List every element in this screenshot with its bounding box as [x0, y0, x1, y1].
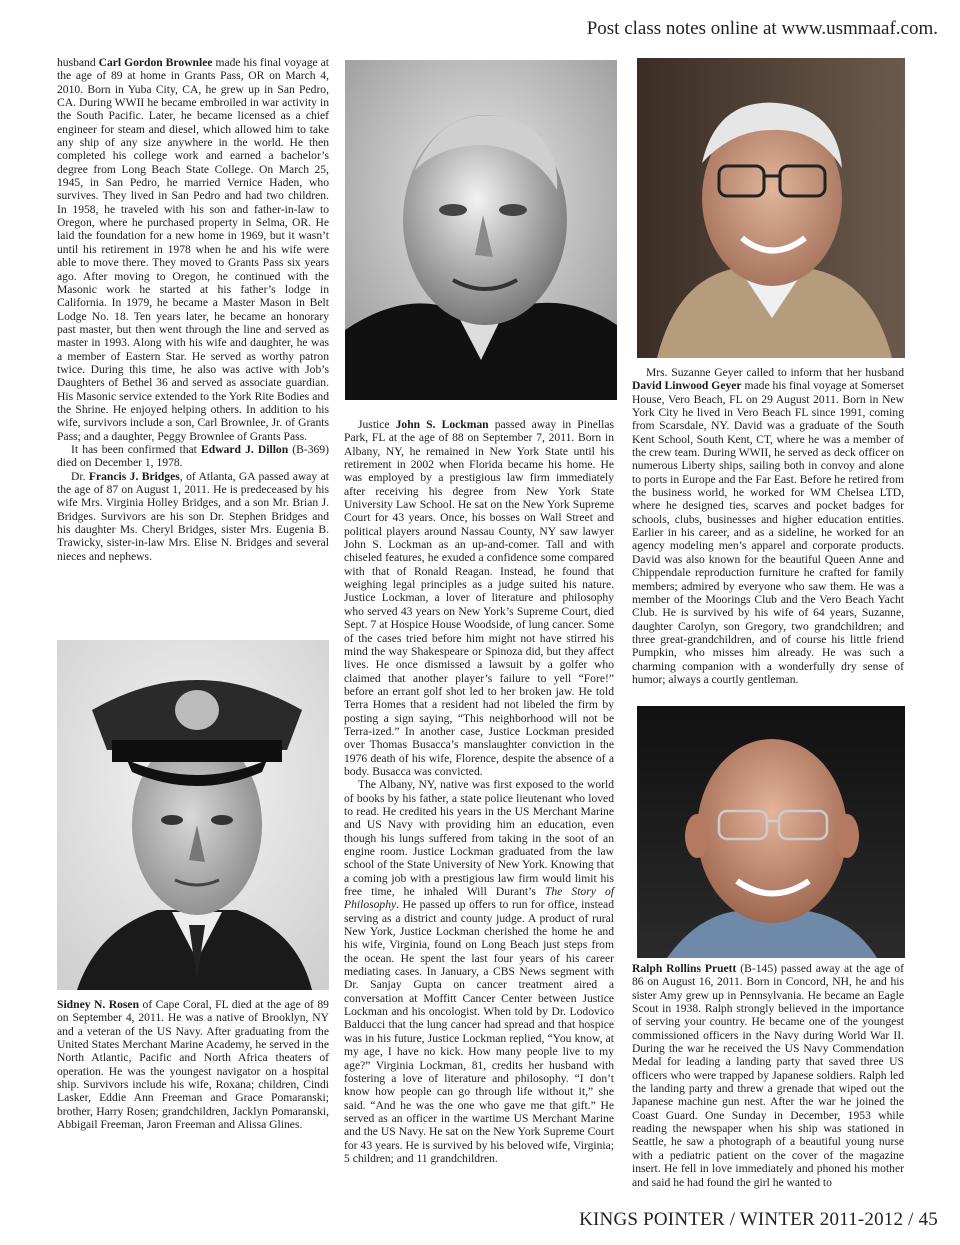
obituary-dillon: It has been confirmed that Edward J. Dillon (B-369) died on December 1, 1978.	[57, 442, 330, 470]
obituary-brownlee: husband Carl Gordon Brownlee made his final voyage at the age of 89 at home in Grants Pass, OR on March 4, 2010. Born in Yuba City, CA, he grew up in San Pedro, CA. During WWII he became embroiled in war activity in the South Pacific. Later, he became licensed as a chief engineer for steam and diesel, which allowed him to take any ship of any size anywhere in the world. He then completed his college work and earned a bachelor’s degree from Long Beach State College. On March 25, 1945, in San Pedro, he married Vernice Haden, who survives. They lived in San Pedro and had two children. In 1958, he traveled with his son and father-in-law to Oregon, where he purchased property in Selma, OR. He laid the foundation for a new home in 1969, but it wasn’t until his retirement in 1978 when he and his wife were able to move there. They moved to Grants Pass six years ago. After moving to Oregon, he continued with the Masonic work he started at his father’s lodge in California. In 1979, he became a Master Mason in Belt Lodge No. 18. Ten years later, he became an honorary past master, but then went through the line and served as master in 1993. Along with his wife and daughter, he was a member of Eastern Star. He served as worthy patron twice. During this time, he also was active with Job’s Daughters of Bethel 36 and served as associate guardian. His Masonic service extended to the York Rite Bodies and the Shrine. He enjoyed helping others. In addition to his wife, survivors include a son, Carl Brownlee, Jr. of Grants Pass; and a daughter, Peggy Brownlee of Grants Pass.	[57, 56, 329, 443]
name-brownlee: Carl Gordon Brownlee	[98, 56, 213, 69]
name-dillon: Edward J. Dillon	[201, 442, 289, 456]
obituary-pruett: Ralph Rollins Pruett (B-145) passed away at the age of 86 on August 16, 2011. Born in Concord, NH, he and his sister Amy grew up in Pennsylvania. He became an Eagle Scout in 1938. Ralph strongly believed in the importance of serving your country. He became one of the youngest commissioned officers in the Navy during World War II. During the war he received the US Navy Commendation Medal for leading a landing party that saved three US officers who were trapped by Japanese soldiers. Ralph led the landing party and threw a grenade that wiped out the Japanese machine gun nest. After the war he joined the Coast Guard. One Sunday in December, 1953 while reading the newspaper when his ship was stationed in Seattle, he saw a photograph of a beautiful young nurse with a pediatric patient on the cover of the magazine insert. He fell in love immediately and phoned his mother and said he had found the girl he wanted to	[632, 962, 904, 1189]
obituary-bridges: Dr. Francis J. Bridges, of Atlanta, GA passed away at the age of 87 on August 1, 2011. He is predeceased by his wife Mrs. Virginia Holley Bridges, and a son Mr. Brian J. Bridges. Survivors are his son Dr. Stephen Bridges and his daughter Ms. Cheryl Bridges, sister Mrs. Eugenia B. Trawicky, sister-in-law Mrs. Elise N. Bridges and several nieces and nephews.	[57, 469, 329, 563]
obituary-lockman: Justice John S. Lockman passed away in Pinellas Park, FL at the age of 88 on September 7, 2011. Born in Albany, NY, he remained in New York State until his retirement in 2002 when Florida became his home. He was employed by a prestigious law firm immediately after receiving his degree from New York State University Law School. He sat on the New York Supreme Court for 43 years. Once, his bosses on Wall Street and political players around Nassau County, NY saw lawyer John S. Lockman as an up-and-comer. Tall and with chiseled features, he exuded a confidence some compared with that of Ronald Reagan. Instead, he found that weighing legal principles as a judge suited his nature. Justice Lockman, a lover of literature and philosophy who served 43 years on New York’s Supreme Court, died Sept. 7 at Hospice House Woodside, of lung cancer. Some of the cases tried before him might not have stirred his mind the way Shakespeare or Spinoza did, but they affect lives. He once dismissed a lawsuit by a golfer who claimed that another player’s failure to yell “Fore!” before an errant golf shot led to her broken jaw. He told Terra Homes that a resident had not libeled the firm by posting a sign saying, “This neighborhood will not be Terra-ized.” In another case, Justice Lockman presided over Thomas Busacca’s manslaughter conviction in the 1976 death of his wife, Florence, despite the absence of a body. Busacca was convicted.	[344, 418, 614, 778]
obituary-geyer: Mrs. Suzanne Geyer called to inform that her husband David Linwood Geyer made his final voyage at Somerset House, Vero Beach, FL on 29 August 2011. Born in New York City he lived in Vero Beach FL since 1991, coming from Scarsdale, NY. David was a graduate of the South Kent School, South Kent, CT, where he was a member of the crew team. During WWII, he served as deck officer on numerous Liberty ships, sailing both in convoy and alone to ports in Europe and the Far East. Before he retired from the business world, he worked for WM Chelsea LTD, where he designed ties, scarves and pocket badges for schools, clubs, businesses and higher education entities. Earlier in his career, and as a sideline, he worked for an agency modeling men’s apparel and corporate products. David was also known for the beautiful Queen Anne and Chippendale reproduction furniture he crafted for family members; admired by everyone who saw them. He was a member of the Moorings Club and the Vero Beach Yacht Club. He is survived by his wife of 64 years, Suzanne, daughter Carolyn, son Gregory, two grandchildren; and three great-grandchildren, and of course his little friend Pumpkin, who misses him already. He was such a charming companion with a wonderfully dry sense of humor; always a courtly gentleman.	[632, 366, 904, 686]
book-title: The Story of Philosophy	[344, 885, 614, 912]
column-3-lower-text	[632, 962, 904, 1189]
photo-ralph-pruett	[637, 706, 905, 958]
name-rosen: Sidney N. Rosen	[57, 998, 140, 1011]
column-1-text	[57, 56, 329, 563]
column-3-text	[632, 366, 904, 686]
column-1-caption-text	[57, 998, 329, 1131]
obituary-lockman-cont: The Albany, NY, native was first exposed to the world of books by his father, a state police lieutenant who loved to read. He credited his years in the US Merchant Marine and US Navy with providing him an education, even though his lungs suffered from taking in the soot of an engine room. Justice Lockman graduated from the law school of the State University of New York. Knowing that a coming job with a prestigious law firm would limit his free time, he inhaled Will Durant’s The Story of Philosophy. He passed up offers to run for office, instead serving as a district and county judge. A product of rural New York, Justice Lockman cherished the home he and his wife, Virginia, found on Long Beach just steps from the ocean. He spent the last four years of his career mediating cases. In January, a CBS News segment with Dr. Sanjay Gupta on cancer treatment aired a conversation at Moffitt Cancer Center between Justice Lockman and his oncologist. When told by Dr. Lodovico Balducci that the lung cancer had spread and that hospice was in his future, Justice Lockman replied, “You know, at my age, I have no kick. How many people live to my age?” Virginia Lockman, 81, credits her husband with fostering a love of literature and philosophy. “I don’t know how people can go through life without it,” she said. “And he was the one who gave me that gift.” He served as an officer in the wartime US Merchant Marine and the US Navy. He sat on the New York Supreme Court for 43 years. He is survived by his beloved wife, Virginia; 5 children; and 11 grandchildren.	[344, 778, 614, 1165]
column-2-text	[344, 418, 614, 1165]
name-pruett: Ralph Rollins Pruett	[632, 962, 737, 975]
page-header: Post class notes online at www.usmmaaf.com.	[586, 18, 938, 39]
name-bridges: Francis J. Bridges	[88, 469, 180, 483]
name-lockman: John S. Lockman	[395, 418, 489, 431]
photo-david-geyer	[637, 58, 905, 358]
page-footer: KINGS POINTER / WINTER 2011-2012 / 45	[579, 1209, 938, 1230]
name-geyer: David Linwood Geyer	[632, 379, 742, 393]
photo-john-lockman	[345, 60, 617, 400]
obituary-rosen: Sidney N. Rosen of Cape Coral, FL died at the age of 89 on September 4, 2011. He was a native of Brooklyn, NY and a veteran of the US Navy. After graduating from the United States Merchant Marine Academy, he served in the North Atlantic, Pacific and North Africa theaters of operation. He was the youngest navigator on a hospital ship. Survivors include his wife, Roxana; children, Cindi Lasker, Eddie Ann Freeman and Grace Pomaranski; brother, Harry Rosen; grandchildren, Jacklyn Pomaranski, Abbigail Freeman, Jaron Freeman and Alissa Glines.	[57, 998, 329, 1132]
photo-sidney-rosen	[57, 640, 329, 990]
